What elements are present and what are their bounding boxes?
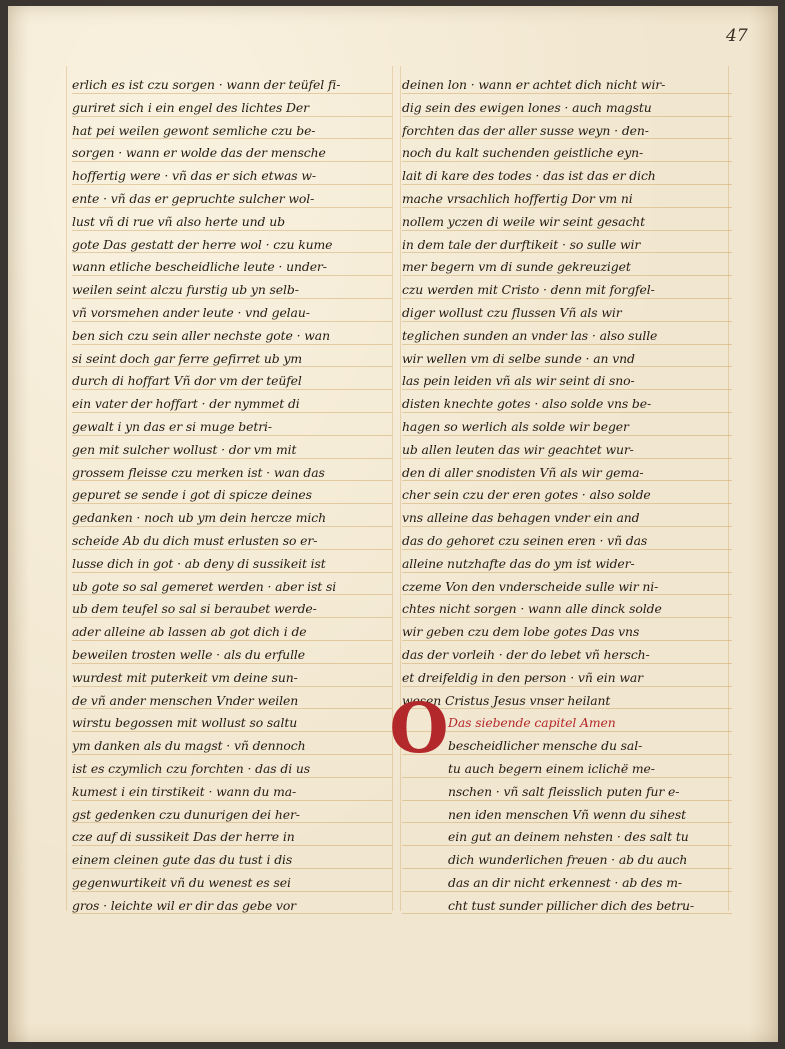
manuscript-line: cht tust sunder pillicher dich des betru-	[402, 895, 732, 918]
manuscript-line: dig sein des ewigen lones · auch magstu	[402, 97, 732, 120]
manuscript-line: sorgen · wann er wolde das der mensche	[72, 142, 392, 165]
manuscript-line: wir wellen vm di selbe sunde · an vnd	[402, 348, 732, 371]
manuscript-line: das do gehoret czu seinen eren · vñ das	[402, 530, 732, 553]
left-text-column	[72, 74, 392, 917]
manuscript-line: ist es czymlich czu forchten · das di us	[72, 758, 392, 781]
manuscript-line: wann etliche bescheidliche leute · under-	[72, 256, 392, 279]
right-text-column	[402, 74, 732, 917]
manuscript-line: gote Das gestatt der herre wol · czu kume	[72, 234, 392, 257]
manuscript-line: den di aller snodisten Vñ als wir gema-	[402, 462, 732, 485]
manuscript-line: grossem fleisse czu merken ist · wan das	[72, 462, 392, 485]
manuscript-line: ben sich czu sein aller nechste gote · wan	[72, 325, 392, 348]
manuscript-line: scheide Ab du dich must erlusten so er-	[72, 530, 392, 553]
manuscript-line: ub gote so sal gemeret werden · aber ist si	[72, 576, 392, 599]
manuscript-line: deinen lon · wann er achtet dich nicht wir-	[402, 74, 732, 97]
manuscript-line: gewalt i yn das er si muge betri-	[72, 416, 392, 439]
manuscript-line: weilen seint alczu furstig ub yn selb-	[72, 279, 392, 302]
manuscript-line: disten knechte gotes · also solde vns be-	[402, 393, 732, 416]
manuscript-line: bescheidlicher mensche du sal-	[402, 735, 732, 758]
manuscript-line: nschen · vñ salt fleisslich puten fur e-	[402, 781, 732, 804]
manuscript-line: alleine nutzhafte das do ym ist wider-	[402, 553, 732, 576]
manuscript-line: czeme Von den vnderscheide sulle wir ni-	[402, 576, 732, 599]
manuscript-line: gst gedenken czu dunurigen dei her-	[72, 804, 392, 827]
manuscript-line: et dreifeldig in den person · vñ ein war	[402, 667, 732, 690]
manuscript-line: si seint doch gar ferre gefirret ub ym	[72, 348, 392, 371]
manuscript-line: las pein leiden vñ als wir seint di sno-	[402, 370, 732, 393]
manuscript-line: hoffertig were · vñ das er sich etwas w-	[72, 165, 392, 188]
manuscript-line: wurdest mit puterkeit vm deine sun-	[72, 667, 392, 690]
manuscript-line: ader alleine ab lassen ab got dich i de	[72, 621, 392, 644]
manuscript-line: gegenwurtikeit vñ du wenest es sei	[72, 872, 392, 895]
manuscript-line: mer begern vm di sunde gekreuziget	[402, 256, 732, 279]
manuscript-line: ub allen leuten das wir geachtet wur-	[402, 439, 732, 462]
manuscript-line: ym danken als du magst · vñ dennoch	[72, 735, 392, 758]
manuscript-line: vñ vorsmehen ander leute · vnd gelau-	[72, 302, 392, 325]
manuscript-line: lust vñ di rue vñ also herte und ub	[72, 211, 392, 234]
manuscript-line: mache vrsachlich hoffertig Dor vm ni	[402, 188, 732, 211]
manuscript-line: cher sein czu der eren gotes · also solde	[402, 484, 732, 507]
manuscript-line: cze auf di sussikeit Das der herre in	[72, 826, 392, 849]
manuscript-line: wirstu begossen mit wollust so saltu	[72, 712, 392, 735]
manuscript-line: das der vorleih · der do lebet vñ hersch-	[402, 644, 732, 667]
manuscript-line: ente · vñ das er gepruchte sulcher wol-	[72, 188, 392, 211]
manuscript-line: diger wollust czu flussen Vñ als wir	[402, 302, 732, 325]
manuscript-line: einem cleinen gute das du tust i dis	[72, 849, 392, 872]
manuscript-line: hat pei weilen gewont semliche czu be-	[72, 120, 392, 143]
manuscript-line: gen mit sulcher wollust · dor vm mit	[72, 439, 392, 462]
folio-number: 47	[726, 26, 748, 46]
manuscript-line: Das siebende capitel Amen	[402, 712, 732, 735]
ruling-line	[400, 66, 401, 911]
manuscript-line: hagen so werlich als solde wir beger	[402, 416, 732, 439]
manuscript-line: ein vater der hoffart · der nymmet di	[72, 393, 392, 416]
manuscript-line: forchten das der aller susse weyn · den-	[402, 120, 732, 143]
manuscript-line: kumest i ein tirstikeit · wann du ma-	[72, 781, 392, 804]
manuscript-line: de vñ ander menschen Vnder weilen	[72, 690, 392, 713]
manuscript-line: gedanken · noch ub ym dein hercze mich	[72, 507, 392, 530]
manuscript-line: gros · leichte wil er dir das gebe vor	[72, 895, 392, 918]
manuscript-line: erlich es ist czu sorgen · wann der teüfel fi-	[72, 74, 392, 97]
manuscript-line: lusse dich in got · ab deny di sussikeit ist	[72, 553, 392, 576]
manuscript-line: guriret sich i ein engel des lichtes Der	[72, 97, 392, 120]
manuscript-line: gepuret se sende i got di spicze deines	[72, 484, 392, 507]
manuscript-line: lait di kare des todes · das ist das er dich	[402, 165, 732, 188]
manuscript-line: wir geben czu dem lobe gotes Das vns	[402, 621, 732, 644]
manuscript-line: dich wunderlichen freuen · ab du auch	[402, 849, 732, 872]
manuscript-line: chtes nicht sorgen · wann alle dinck solde	[402, 598, 732, 621]
manuscript-line: nollem yczen di weile wir seint gesacht	[402, 211, 732, 234]
manuscript-line: das an dir nicht erkennest · ab des m-	[402, 872, 732, 895]
ruling-line	[392, 66, 393, 911]
manuscript-line: wesen Cristus Jesus vnser heilant	[402, 690, 732, 713]
manuscript-line: vns alleine das behagen vnder ein and	[402, 507, 732, 530]
manuscript-line: tu auch begern einem iclichë me-	[402, 758, 732, 781]
ruling-line	[66, 66, 67, 911]
manuscript-line: noch du kalt suchenden geistliche eyn-	[402, 142, 732, 165]
manuscript-line: in dem tale der durftikeit · so sulle wir	[402, 234, 732, 257]
manuscript-line: durch di hoffart Vñ dor vm der teüfel	[72, 370, 392, 393]
manuscript-line: ein gut an deinem nehsten · des salt tu	[402, 826, 732, 849]
manuscript-line: teglichen sunden an vnder las · also sulle	[402, 325, 732, 348]
manuscript-line: nen iden menschen Vñ wenn du sihest	[402, 804, 732, 827]
manuscript-page	[8, 6, 778, 1042]
manuscript-line: czu werden mit Cristo · denn mit forgfel-	[402, 279, 732, 302]
manuscript-line: ub dem teufel so sal si beraubet werde-	[72, 598, 392, 621]
manuscript-line: beweilen trosten welle · als du erfulle	[72, 644, 392, 667]
rubricated-initial: O	[389, 689, 449, 769]
